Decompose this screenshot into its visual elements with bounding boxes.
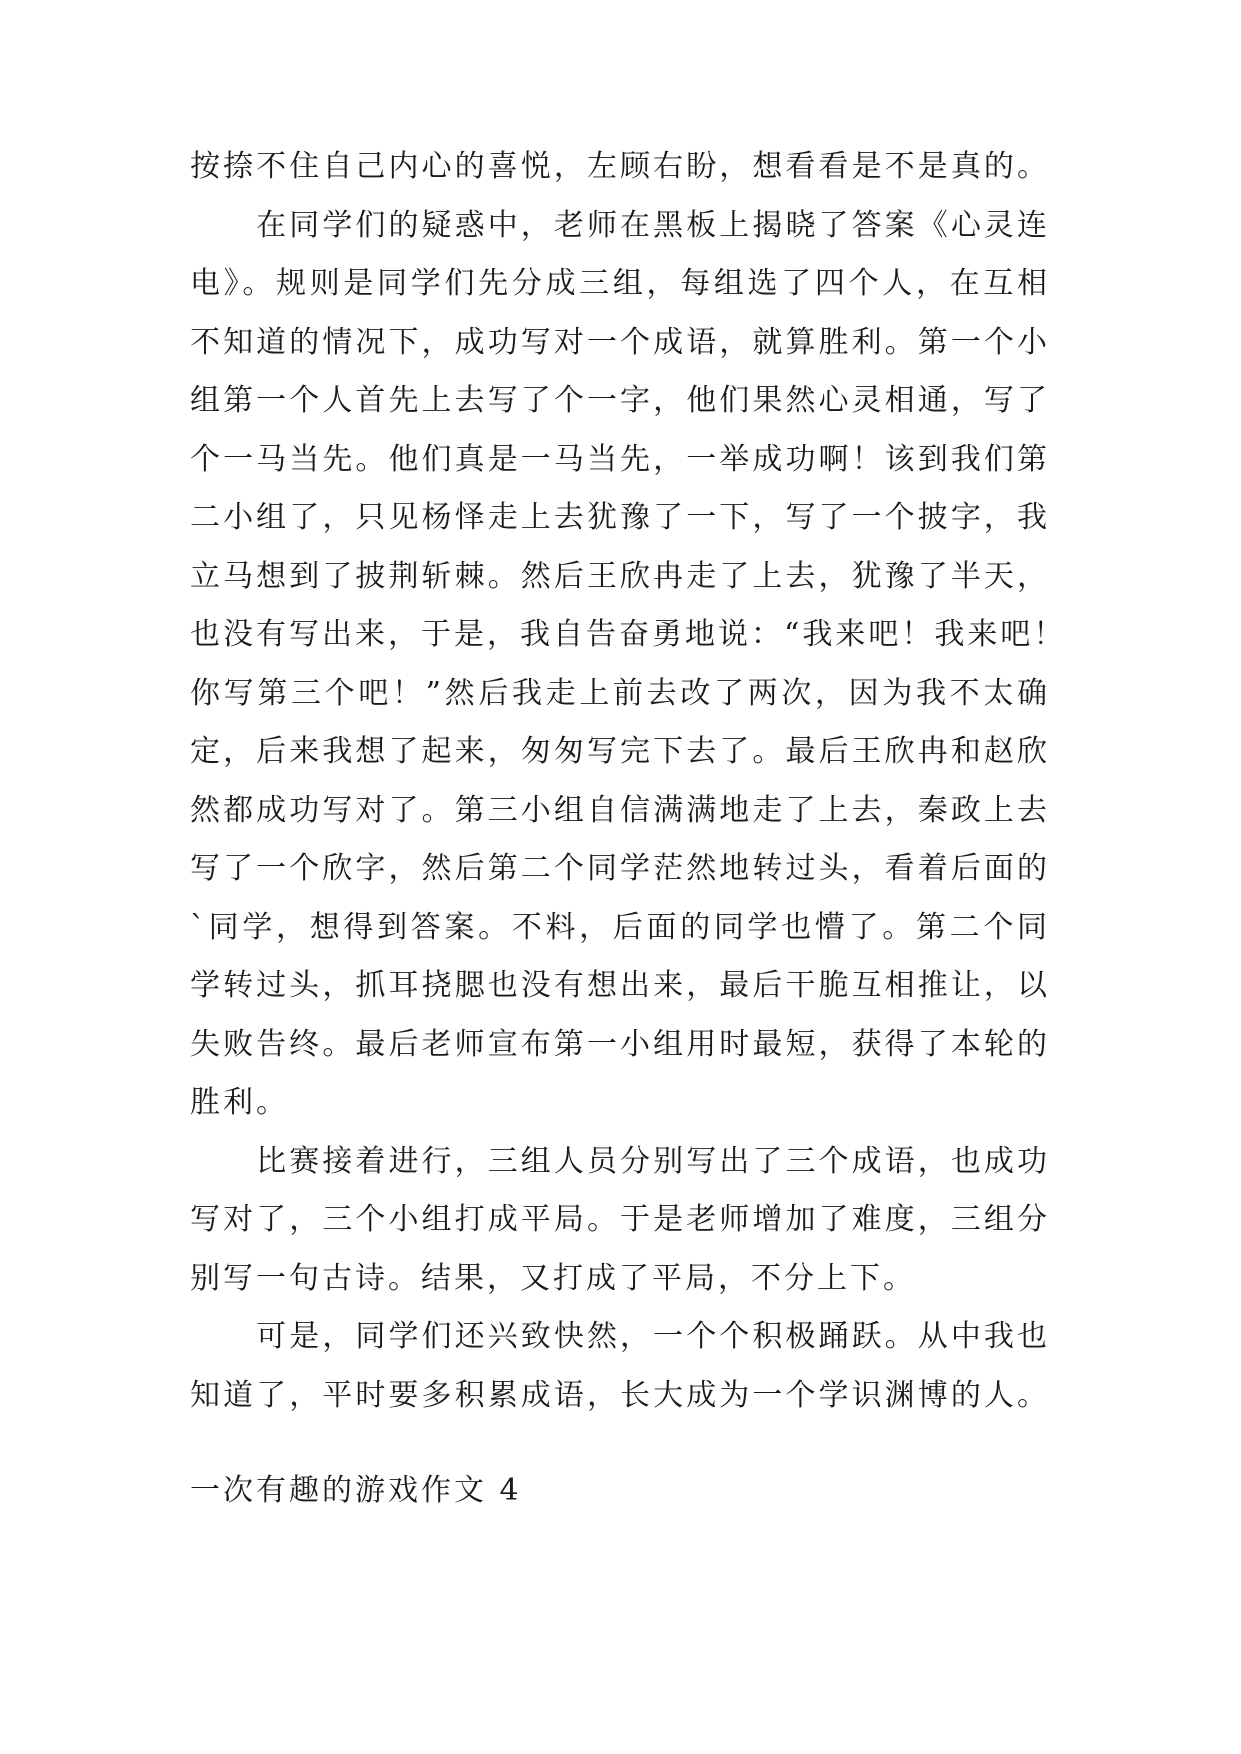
essay-line: 胜利。 bbox=[190, 1085, 289, 1120]
essay-line: 电》。规则是同学们先分成三组，每组选了四个人，在互相 bbox=[190, 266, 1050, 301]
essay-line: 可是，同学们还兴致快然，一个个积极踊跃。从中我也 bbox=[190, 1319, 1050, 1354]
essay-line: 二小组了，只见杨怿走上去犹豫了一下，写了一个披字，我 bbox=[190, 500, 1050, 535]
essay-line: 立马想到了披荆斩棘。然后王欣冉走了上去，犹豫了半天， bbox=[190, 558, 1050, 594]
essay-line: 在同学们的疑惑中，老师在黑板上揭晓了答案《心灵连 bbox=[190, 207, 1050, 243]
essay-body bbox=[190, 138, 1067, 1425]
essay-line: 你写第三个吧！”然后我走上前去改了两次，因为我不太确 bbox=[190, 675, 1050, 711]
essay-line: 然都成功写对了。第三小组自信满满地走了上去，秦政上去 bbox=[190, 792, 1050, 828]
essay-line: 知道了，平时要多积累成语，长大成为一个学识渊博的人。 bbox=[190, 1377, 1050, 1413]
essay-line: 学转过头，抓耳挠腮也没有想出来，最后干脆互相推让，以 bbox=[190, 968, 1050, 1003]
essay-line: 失败告终。最后老师宣布第一小组用时最短，获得了本轮的 bbox=[190, 1026, 1050, 1062]
section-heading: 一次有趣的游戏作文 4 bbox=[190, 1473, 522, 1508]
essay-line: 也没有写出来，于是，我自告奋勇地说：“我来吧！我来吧！ bbox=[190, 617, 1067, 652]
essay-line: 组第一个人首先上去写了个一字，他们果然心灵相通，写了 bbox=[190, 383, 1050, 418]
essay-line: 写了一个欣字，然后第二个同学茫然地转过头，看着后面的 bbox=[190, 851, 1050, 886]
essay-line: 写对了，三个小组打成平局。于是老师增加了难度，三组分 bbox=[190, 1202, 1050, 1237]
essay-line: 个一马当先。他们真是一马当先，一举成功啊！该到我们第 bbox=[190, 441, 1050, 477]
essay-line: 别写一句古诗。结果，又打成了平局，不分上下。 bbox=[190, 1260, 916, 1296]
essay-line: 定，后来我想了起来，匆匆写完下去了。最后王欣冉和赵欣 bbox=[190, 734, 1050, 769]
essay-line: 不知道的情况下，成功写对一个成语，就算胜利。第一个小 bbox=[190, 324, 1050, 360]
essay-line: 按捺不住自己内心的喜悦，左顾右盼，想看看是不是真的。 bbox=[190, 149, 1050, 184]
essay-line: `同学，想得到答案。不料，后面的同学也懵了。第二个同 bbox=[190, 909, 1050, 945]
essay-line: 比赛接着进行，三组人员分别写出了三个成语，也成功 bbox=[190, 1143, 1050, 1179]
